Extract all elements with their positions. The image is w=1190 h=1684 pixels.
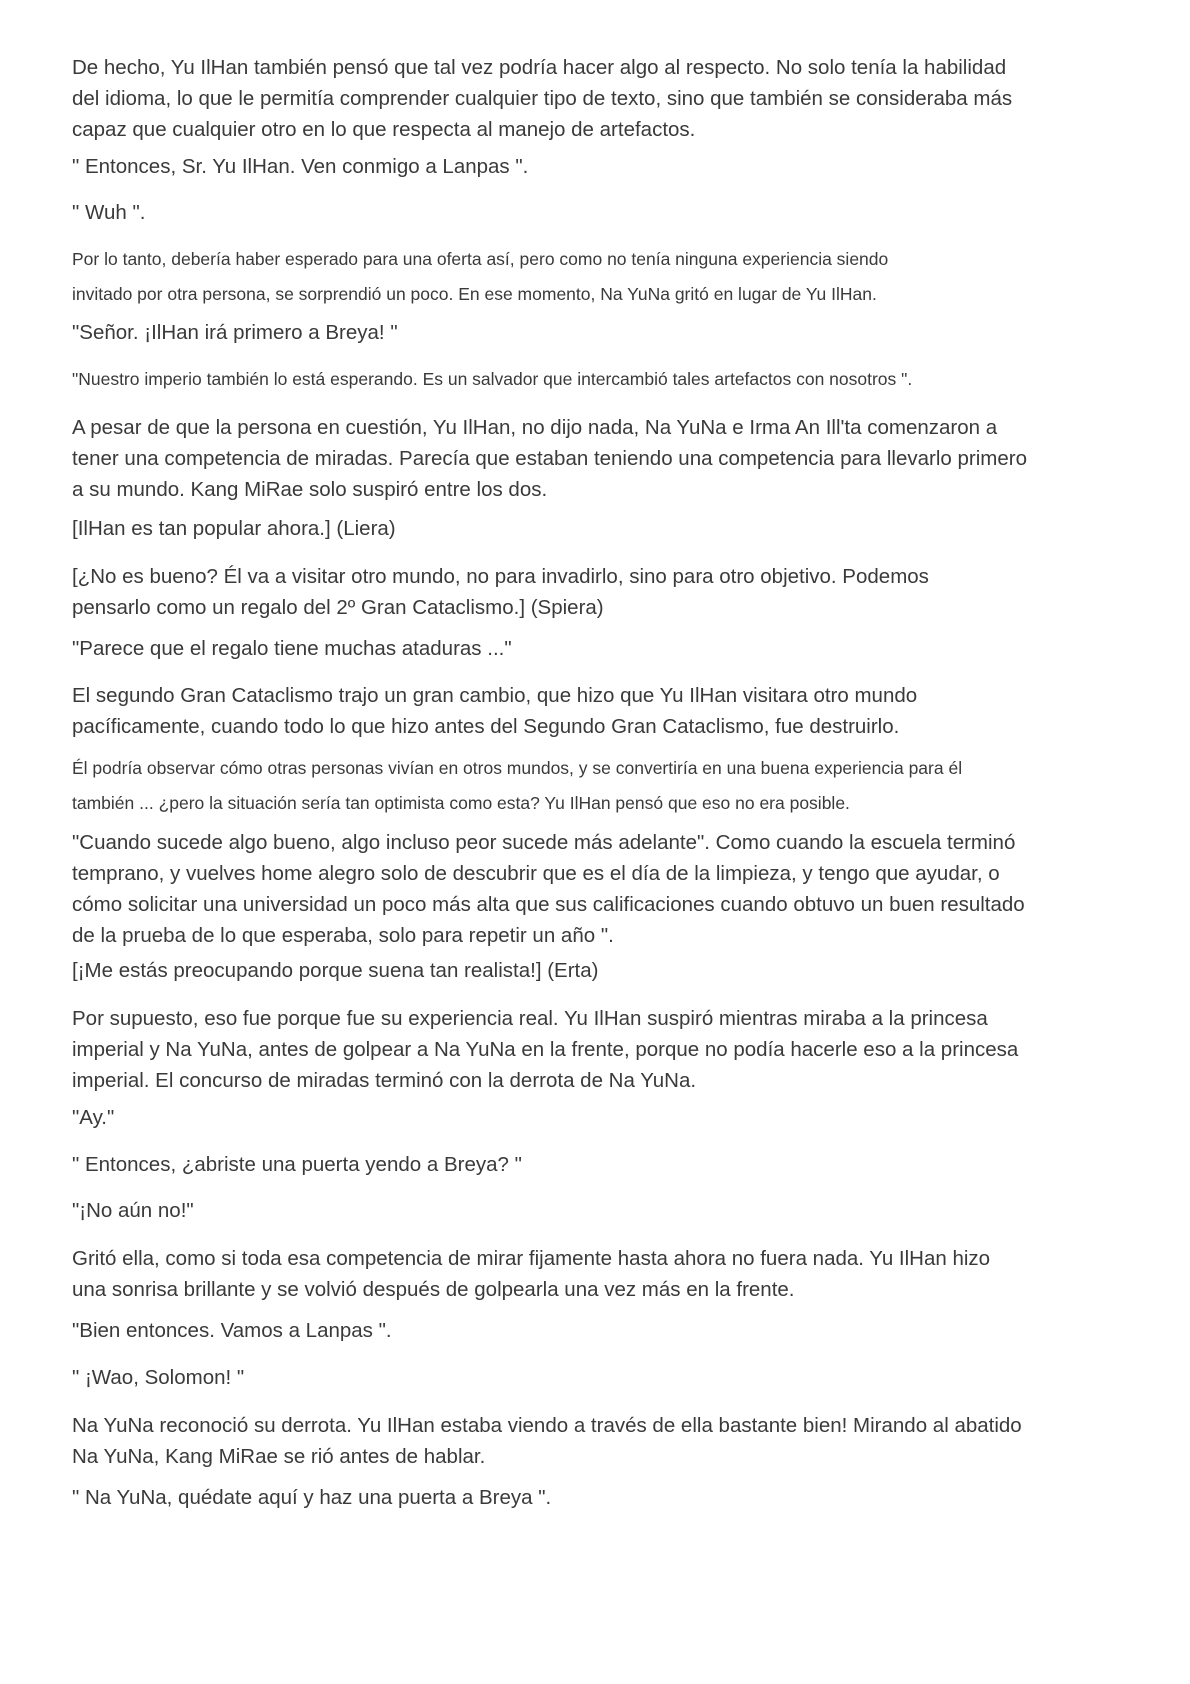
paragraph: Él podría observar cómo otras personas vivían en otros mundos, y se convertiría en una buena experiencia para él también ... ¿pero la situación sería tan optimista como esta? Yu IlHan pensó que eso no era posible. [72,758,963,813]
paragraph: Por supuesto, eso fue porque fue su experiencia real. Yu IlHan suspiró mientras miraba a la princesa imperial y Na YuNa, antes de golpear a Na YuNa en la frente, porque no podía hacerle eso a la princesa imperial. El concurso de miradas terminó con la derrota de Na YuNa. [72,1007,1019,1092]
paragraph: Na YuNa reconoció su derrota. Yu IlHan estaba viendo a través de ella bastante bien! Mirando al abatido Na YuNa, Kang MiRae se rió antes de hablar. [72,1414,1022,1468]
dialogue-line: "Parece que el regalo tiene muchas ataduras ..." [72,637,512,660]
paragraph: [¿No es bueno? Él va a visitar otro mundo, no para invadirlo, sino para otro objetivo. Podemos pensarlo como un regalo del 2º Gran Cataclismo.] (Spiera) [72,565,929,619]
dialogue-line: [IlHan es tan popular ahora.] (Liera) [72,517,396,540]
dialogue-line: "Ay." [72,1106,115,1129]
dialogue-line: " Entonces, ¿abriste una puerta yendo a Breya? " [72,1153,522,1176]
dialogue-line: " Wuh ". [72,201,146,224]
dialogue-line: "Bien entonces. Vamos a Lanpas ". [72,1319,392,1342]
dialogue-line: "Señor. ¡IlHan irá primero a Breya! " [72,321,398,344]
dialogue-line: " ¡Wao, Solomon! " [72,1366,245,1389]
paragraph: "Cuando sucede algo bueno, algo incluso peor sucede más adelante". Como cuando la escuela terminó temprano, y vuelves home alegro solo de descubrir que es el día de la limpieza, y tengo que ayudar, o cómo solicitar una universidad un poco más alta que sus calificaciones cuando obtuvo un buen resultado de la prueba de lo que esperaba, solo para repetir un año ". [72,831,1025,947]
paragraph: El segundo Gran Cataclismo trajo un gran cambio, que hizo que Yu IlHan visitara otro mundo pacíficamente, cuando todo lo que hizo antes del Segundo Gran Cataclismo, fue destruirlo. [72,684,918,738]
paragraph: Gritó ella, como si toda esa competencia de mirar fijamente hasta ahora no fuera nada. Yu IlHan hizo una sonrisa brillante y se volvió después de golpearla una vez más en la frente. [72,1247,991,1301]
paragraph: De hecho, Yu IlHan también pensó que tal vez podría hacer algo al respecto. No solo tenía la habilidad del idioma, lo que le permitía comprender cualquier tipo de texto, sino que también se consideraba más capaz que cualquier otro en lo que respecta al manejo de artefactos. [72,56,1013,141]
dialogue-line: [¡Me estás preocupando porque suena tan realista!] (Erta) [72,959,599,982]
paragraph: Por lo tanto, debería haber esperado para una oferta así, pero como no tenía ninguna experiencia siendo invitado por otra persona, se sorprendió un poco. En ese momento, Na YuNa gritó en lugar de Yu IlHan. [72,249,889,304]
dialogue-line: "Nuestro imperio también lo está esperando. Es un salvador que intercambió tales artefactos con nosotros ". [72,369,913,389]
dialogue-line: " Entonces, Sr. Yu IlHan. Ven conmigo a Lanpas ". [72,155,529,178]
dialogue-line: " Na YuNa, quédate aquí y haz una puerta a Breya ". [72,1486,552,1509]
dialogue-line: "¡No aún no!" [72,1199,194,1222]
paragraph: A pesar de que la persona en cuestión, Yu IlHan, no dijo nada, Na YuNa e Irma An Ill'ta comenzaron a tener una competencia de miradas. Parecía que estaban teniendo una competencia para llevarlo primero a su mundo. Kang MiRae solo suspiró entre los dos. [72,416,1027,501]
